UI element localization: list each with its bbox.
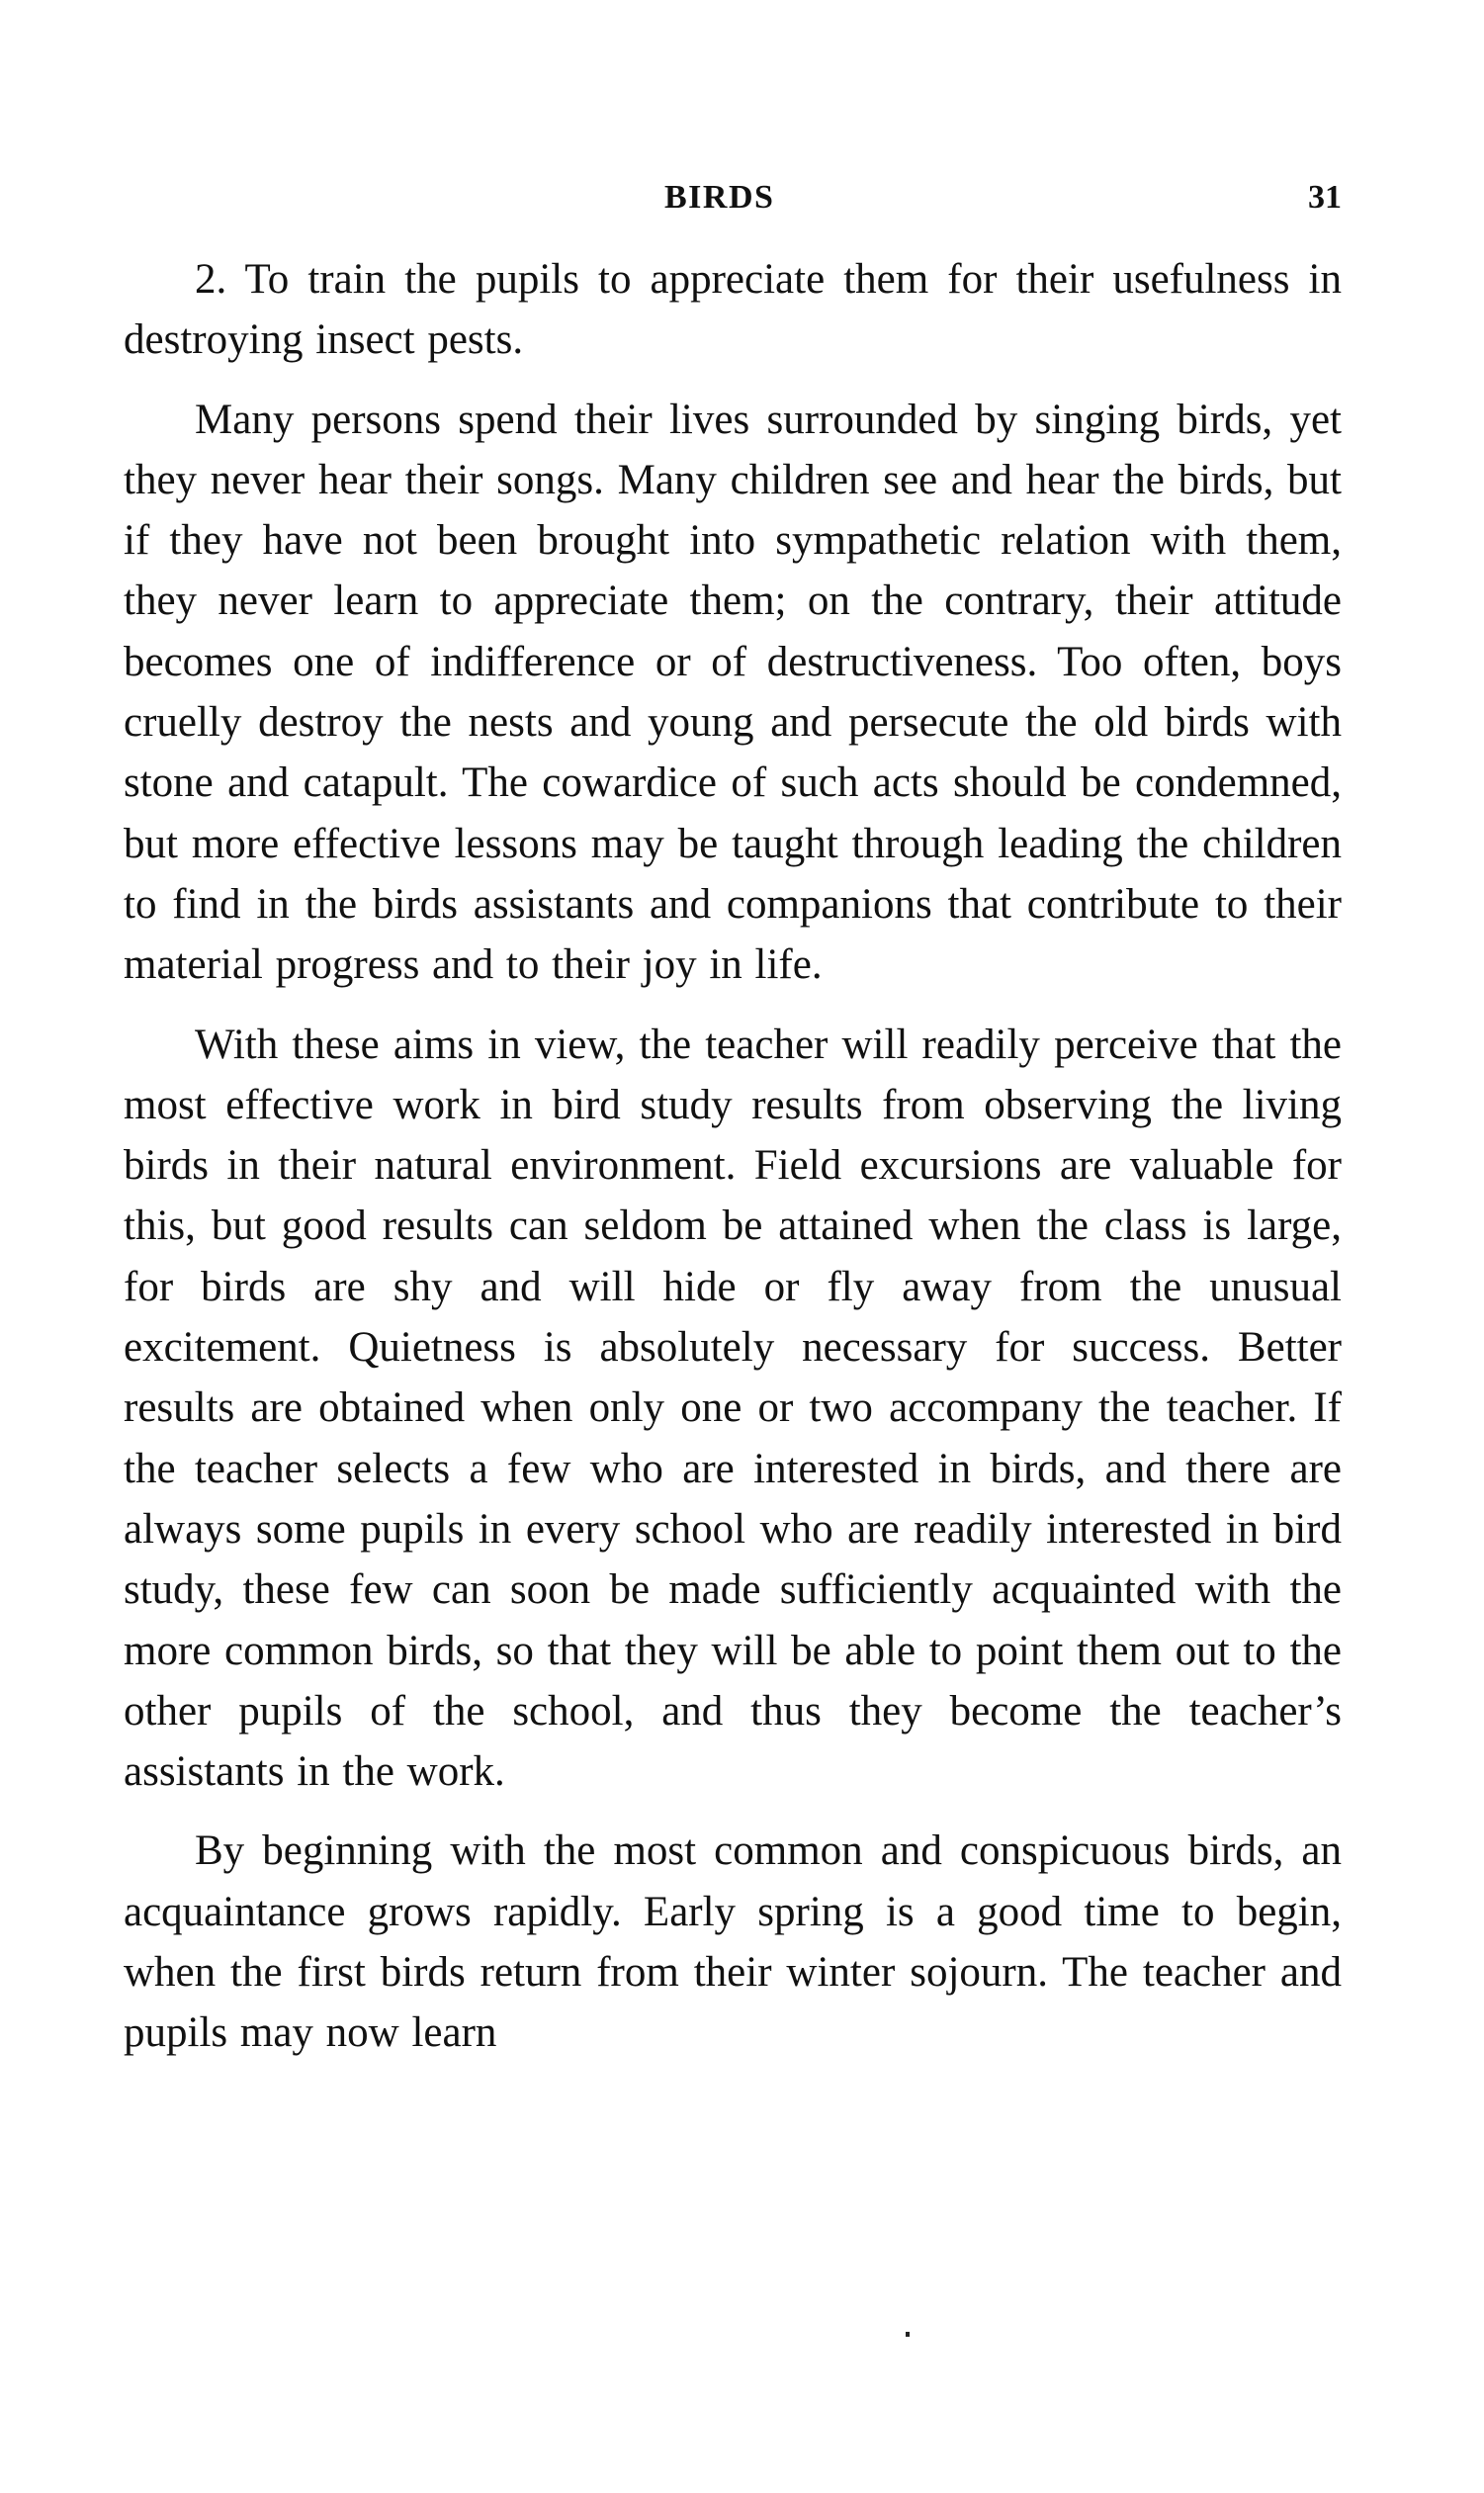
running-title: BIRDS	[664, 179, 775, 216]
running-head	[124, 170, 1342, 225]
print-speck	[906, 2332, 910, 2337]
paragraph-appreciation: Many persons spend their lives surrounded by singing birds, yet they never hear their songs. Many children see and hear the birds, but if they have not been brought into sympathetic relation with them, they never learn to appreciate them; on the contrary, their attitude becomes one of indifference or of destructiveness. Too often, boys cruelly destroy the nests and young and persecute the old birds with stone and catapult. The cowardice of such acts should be condemned, but more effective lessons may be taught through leading the children to find in the birds assistants and companions that contribute to their material progress and to their joy in life.	[124, 396, 1342, 989]
paragraph-aim-usefulness: 2. To train the pupils to appreciate them for their usefulness in destroying insect pests.	[124, 256, 1342, 364]
body-text	[124, 249, 1342, 2083]
page-number: 31	[1308, 179, 1342, 216]
paragraph-beginning: By beginning with the most common and conspicuous birds, an acquaintance grows rapidly. Early spring is a good time to begin, when the first birds return from their winter sojourn. The teacher and pupils may now learn	[124, 1827, 1342, 2057]
paragraph-field-study: With these aims in view, the teacher will readily perceive that the most effective work in bird study results from observing the living birds in their natural environment. Field excursions are valuable for this, but good results can seldom be attained when the class is large, for birds are shy and will hide or fly away from the unusual excitement. Quietness is absolutely necessary for success. Better results are obtained when only one or two accompany the teacher. If the teacher selects a few who are interested in birds, and there are always some pupils in every school who are readily interested in bird study, these few can soon be made sufficiently acquainted with the more common birds, so that they will be able to point them out to the other pupils of the school, and thus they become the teacher’s assistants in the work.	[124, 1021, 1342, 1796]
